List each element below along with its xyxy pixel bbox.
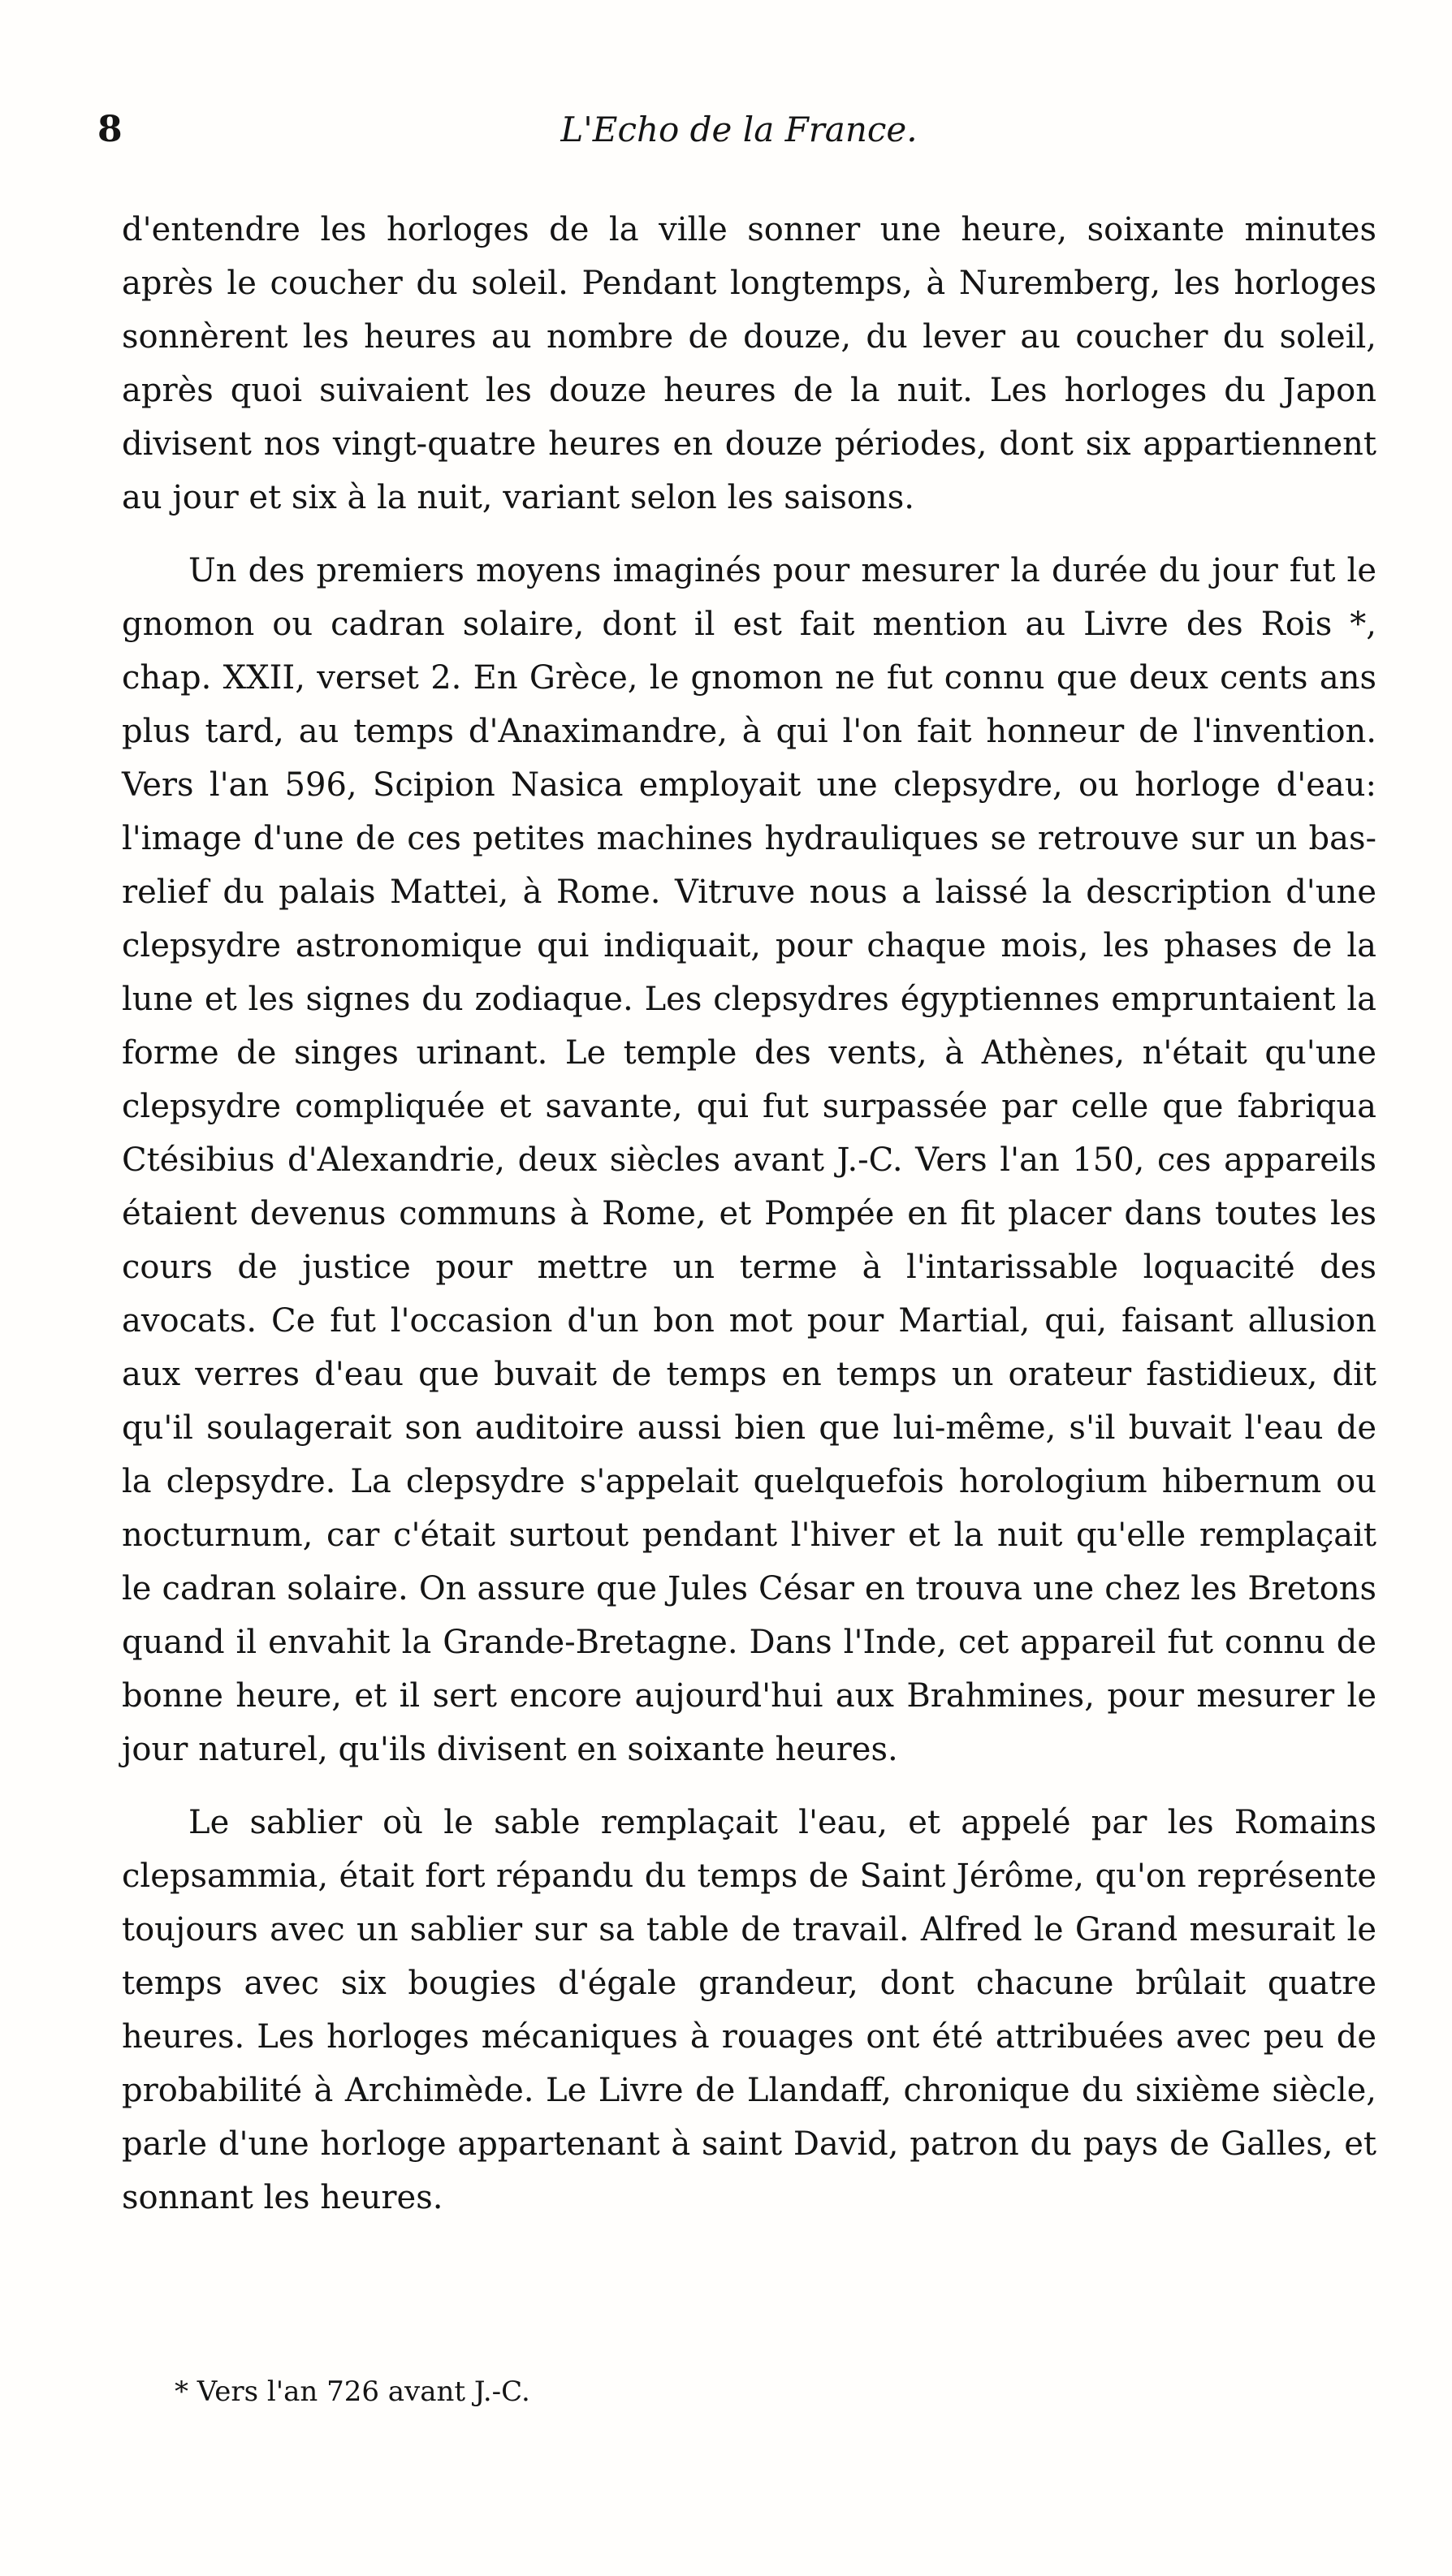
page-header (97, 106, 1381, 154)
main-text (122, 203, 1376, 2244)
paragraph-1: d'entendre les horloges de la ville sonner une heure, soixante minutes après le coucher du soleil. Pendant longtemps, à Nuremberg, les horloges sonnèrent les heures au nombre de douze, du lever au coucher du soleil, après quoi suivaient les douze heures de la nuit. Les horloges du Japon divisent nos vingt-quatre heures en douze périodes, dont six appartiennent au jour et six à la nuit, variant selon les saisons. (122, 211, 1376, 516)
running-title: L'Echo de la France. (560, 110, 918, 149)
page-number: 8 (97, 109, 123, 150)
footnote: * Vers l'an 726 avant J.-C. (175, 2375, 530, 2408)
paragraph-3: Le sablier où le sable remplaçait l'eau, et appelé par les Romains clepsammia, était fort répandu du temps de Saint Jérôme, qu'on représente toujours avec un sablier sur sa table de travail. Alfred le Grand mesurait le temps avec six bougies d'égale grandeur, dont chacune brûlait quatre heures. Les horloges mécaniques à rouages ont été attribuées avec peu de probabilité à Archimède. Le Livre de Llandaff, chronique du sixième siècle, parle d'une horloge appartenant à saint David, patron du pays de Galles, et sonnant les heures. (122, 1804, 1376, 2216)
paragraph-2: Un des premiers moyens imaginés pour mesurer la durée du jour fut le gnomon ou cadran solaire, dont il est fait mention au Livre des Rois *, chap. XXII, verset 2. En Grèce, le gnomon ne fut connu que deux cents ans plus tard, au temps d'Anaximandre, à qui l'on fait honneur de l'invention. Vers l'an 596, Scipion Nasica employait une clepsydre, ou horloge d'eau: l'image d'une de ces petites machines hydrauliques se retrouve sur un bas-relief du palais Mattei, à Rome. Vitruve nous a laissé la description d'une clepsydre astronomique qui indiquait, pour chaque mois, les phases de la lune et les signes du zodiaque. Les clepsydres égyptiennes empruntaient la forme de singes urinant. Le temple des vents, à Athènes, n'était qu'une clepsydre compliquée et savante, qui fut surpassée par celle que fabriqua Ctésibius d'Alexandrie, deux siècles avant J.-C. Vers l'an 150, ces appareils étaient devenus communs à Rome, et Pompée en fit placer dans toutes les cours de justice pour mettre un terme à l'intarissable loquacité des avocats. Ce fut l'occasion d'un bon mot pour Martial, qui, faisant allusion aux verres d'eau que buvait de temps en temps un orateur fastidieux, dit qu'il soulagerait son auditoire aussi bien que lui-même, s'il buvait l'eau de la clepsydre. La clepsydre s'appelait quelquefois horologium hibernum ou nocturnum, car c'était surtout pendant l'hiver et la nuit qu'elle remplaçait le cadran solaire. On assure que Jules César en trouva une chez les Bretons quand il envahit la Grande-Bretagne. Dans l'Inde, cet appareil fut connu de bonne heure, et il sert encore aujourd'hui aux Brahmines, pour mesurer le jour naturel, qu'ils divisent en soixante heures. (122, 552, 1376, 1768)
